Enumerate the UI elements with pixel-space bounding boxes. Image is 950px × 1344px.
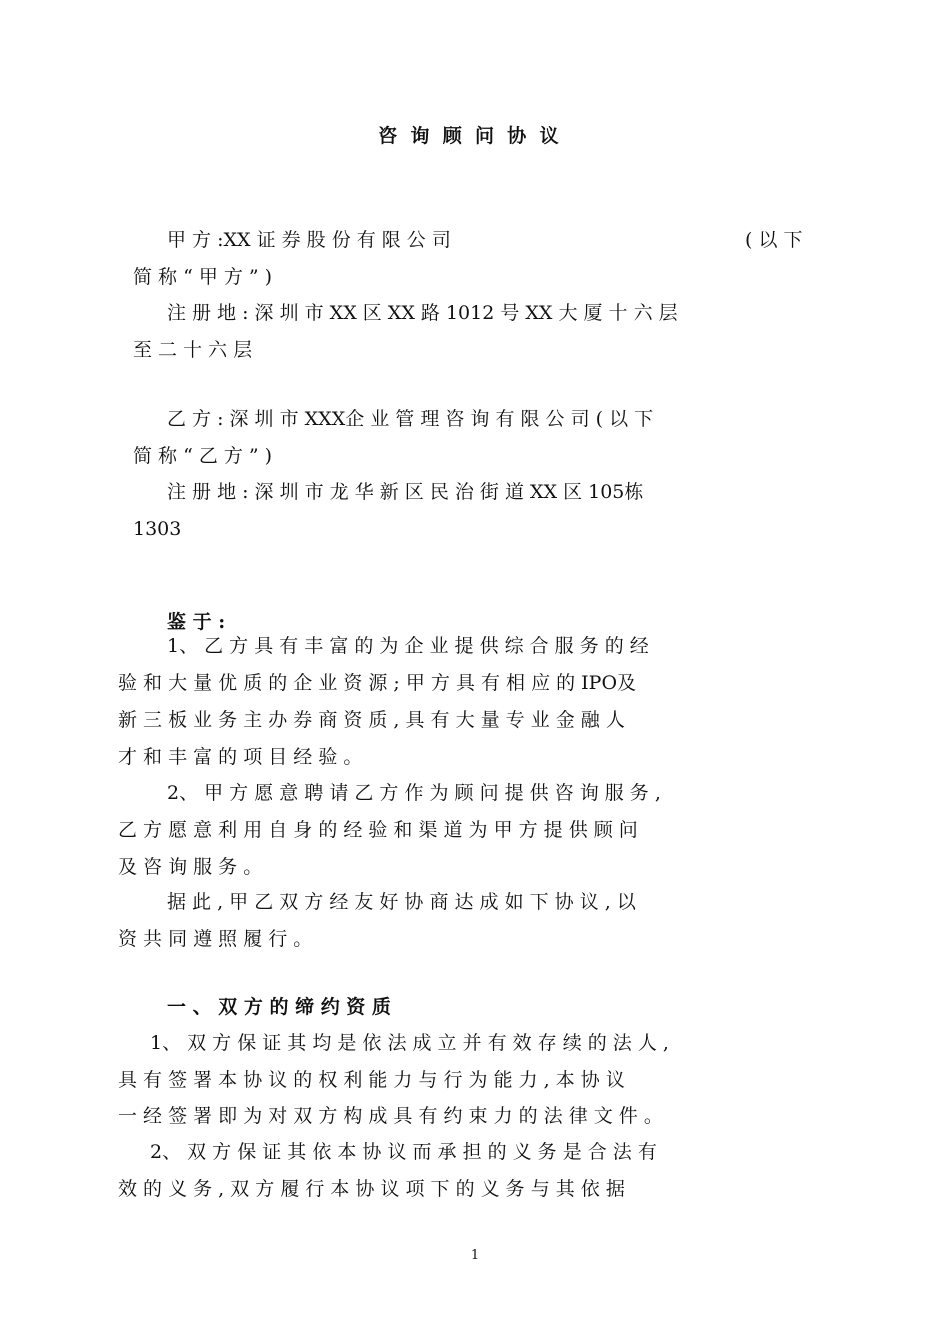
- whereas-heading: 鉴 于 :: [167, 611, 226, 633]
- party-b-address-cont: 1303: [133, 518, 182, 540]
- whereas-item-1-line: 才 和 丰 富 的 项 目 经 验 。: [118, 746, 363, 768]
- section-1-item-1-line: 具 有 签 署 本 协 议 的 权 利 能 力 与 行 为 能 力 , 本 协 议: [118, 1069, 625, 1091]
- party-a-abbrev: 简 称 “ 甲 方 ” ): [133, 266, 273, 288]
- party-b-abbrev: 简 称 “ 乙 方 ” ): [133, 445, 273, 467]
- whereas-conclusion-line: 资 共 同 遵 照 履 行 。: [118, 928, 313, 950]
- whereas-conclusion-line: 据 此 , 甲 乙 双 方 经 友 好 协 商 达 成 如 下 协 议 , 以: [167, 891, 636, 913]
- whereas-item-2-line: 及 咨 询 服 务 。: [118, 856, 263, 878]
- document-title: 咨询顾问协议: [378, 125, 572, 147]
- party-b-address: 注 册 地 : 深 圳 市 龙 华 新 区 民 治 街 道 XX 区 105栋: [167, 481, 644, 503]
- party-a-abbrev-open: ( 以 下: [745, 229, 803, 251]
- whereas-item-1-line: 验 和 大 量 优 质 的 企 业 资 源 ; 甲 方 具 有 相 应 的 IPO及: [118, 672, 637, 694]
- section-1-heading: 一 、 双 方 的 缔 约 资 质: [167, 996, 391, 1018]
- whereas-item-1-line: 1、 乙 方 具 有 丰 富 的 为 企 业 提 供 综 合 服 务 的 经: [167, 635, 649, 657]
- section-1-item-2-line: 效 的 义 务 , 双 方 履 行 本 协 议 项 下 的 义 务 与 其 依 据: [118, 1178, 625, 1200]
- whereas-item-2-line: 2、 甲 方 愿 意 聘 请 乙 方 作 为 顾 问 提 供 咨 询 服 务 ,: [167, 782, 661, 804]
- party-a-name: 甲 方 :XX 证 券 股 份 有 限 公 司: [167, 229, 451, 251]
- section-1-item-1-line: 一 经 签 署 即 为 对 双 方 构 成 具 有 约 束 力 的 法 律 文 件 。: [118, 1105, 663, 1127]
- party-a-address: 注 册 地 : 深 圳 市 XX 区 XX 路 1012 号 XX 大 厦 十 六 层: [167, 302, 678, 324]
- section-1-item-2-line: 2、 双 方 保 证 其 依 本 协 议 而 承 担 的 义 务 是 合 法 有: [150, 1141, 657, 1163]
- party-a-address-cont: 至 二 十 六 层: [133, 339, 253, 361]
- whereas-item-2-line: 乙 方 愿 意 利 用 自 身 的 经 验 和 渠 道 为 甲 方 提 供 顾 问: [118, 819, 638, 841]
- party-b-name: 乙 方 : 深 圳 市 XXX企 业 管 理 咨 询 有 限 公 司 ( 以 下: [167, 408, 654, 430]
- section-1-item-1-line: 1、 双 方 保 证 其 均 是 依 法 成 立 并 有 效 存 续 的 法 人 ,: [150, 1032, 669, 1054]
- whereas-item-1-line: 新 三 板 业 务 主 办 券 商 资 质 , 具 有 大 量 专 业 金 融 人: [118, 709, 625, 731]
- page-number: 1: [470, 1248, 480, 1263]
